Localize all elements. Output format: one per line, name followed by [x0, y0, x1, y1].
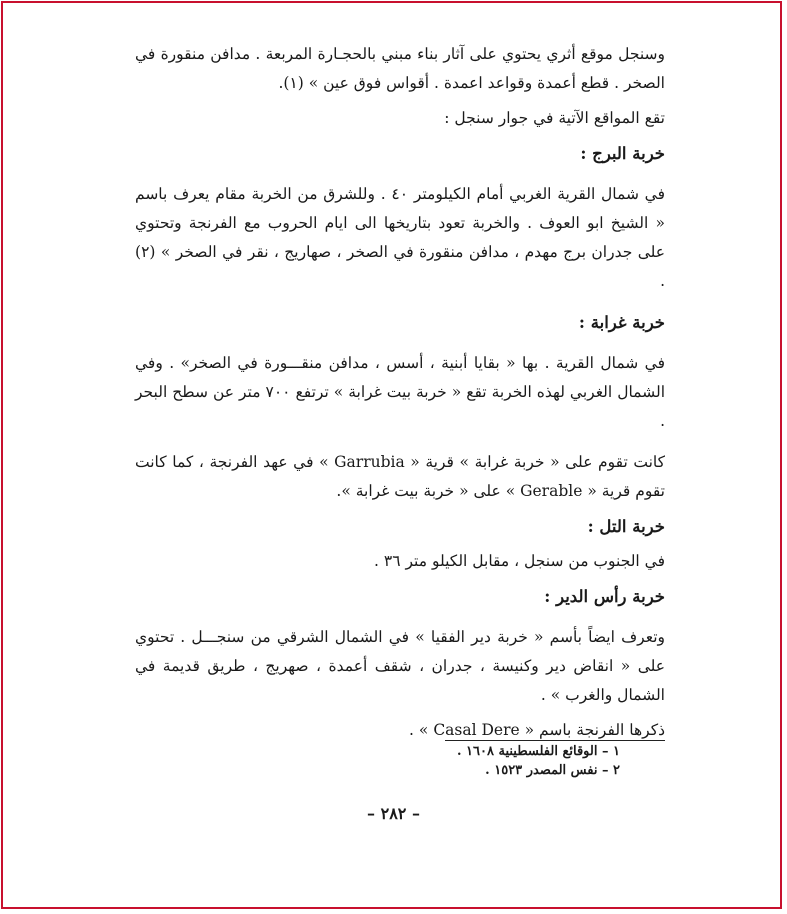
heading-khirbet-al-tall: خربة التل : [587, 517, 665, 536]
heading-khirbet-ghuraba: خربة غرابة : [578, 313, 665, 332]
footnotes [300, 742, 620, 780]
page-body [135, 40, 665, 745]
footnote-2: ٢ – نفس المصدر ١٥٢٣ . [485, 763, 620, 778]
paragraph-garrubia: كانت تقوم على « خربة غرابة » قرية « Garrubia » في عهد الفرنجة ، كما كانت تقوم قرية « Gerable » على « خربة بيت غرابة ». [135, 453, 665, 500]
heading-khirbet-al-burj: خربة البرج : [580, 144, 665, 163]
footnote-divider [445, 740, 665, 741]
paragraph-nearby-sites: تقع المواقع الآتية في جوار سنجل : [444, 109, 665, 127]
paragraph-intro: وسنجل موقع أثري يحتوي على آثار بناء مبني بالحجـارة المربعة . مدافن منقورة في الصخر . قطع أعمدة وقواعد اعمدة . أقواس فوق عين » (١). [135, 45, 665, 92]
footnote-1: ١ – الوقائع الفلسطينية ١٦٠٨ . [456, 744, 620, 759]
paragraph-khirbet-al-burj: في شمال القرية الغربي أمام الكيلومتر ٤٠ . وللشرق من الخربة مقام يعرف باسم « الشيخ ابو العوف . والخربة تعود بتاريخها الى ايام الحروب مع الفرنجة وتحتوي على جدران برج مهدم ، مدافن منقورة في الصخر ، صهاريج ، نقر في الصخر » (٢) . [135, 185, 666, 290]
paragraph-khirbet-ras-al-dayr: وتعرف ايضاً بأسم « خربة دير الفقيا » في الشمال الشرقي من سنجـــل . تحتوي على « انقاض دير وكنيسة ، جدران ، شقف أعمدة ، صهريج ، طريق قديمة في الشمال والغرب » . [135, 628, 665, 704]
page-number: – ٢٨٢ – [367, 804, 420, 823]
paragraph-khirbet-ghuraba: في شمال القرية . بها « بقايا أبنية ، أسس ، مدافن منقـــورة في الصخر» . وفي الشمال الغربي لهذه الخربة تقع « خربة بيت غرابة » ترتفع ٧٠٠ متر عن سطح البحر . [135, 354, 665, 430]
paragraph-casal-dere: ذكرها الفرنجة باسم « Casal Dere » . [409, 721, 665, 739]
heading-khirbet-ras-al-dayr: خربة رأس الدير : [544, 587, 665, 606]
paragraph-khirbet-al-tall: في الجنوب من سنجل ، مقابل الكيلو متر ٣٦ . [374, 552, 665, 570]
